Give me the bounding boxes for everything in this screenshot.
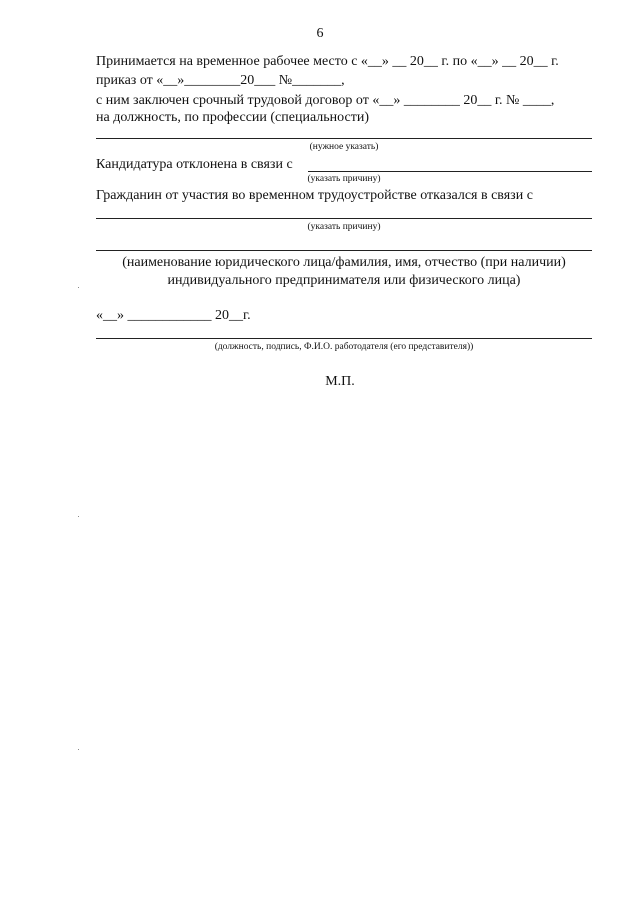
position-rule xyxy=(96,138,592,139)
rejected-rule xyxy=(308,171,592,172)
temp-place-line: Принимается на временное рабочее место с «__» __ 20__ г. по «__» __ 20__ г. xyxy=(96,54,559,69)
refused-rule xyxy=(96,218,592,219)
refused-line: Гражданин от участия во временном трудоустройстве отказался в связи с xyxy=(96,188,533,203)
rejected-line: Кандидатура отклонена в связи с xyxy=(96,157,293,172)
entity-caption-1: (наименование юридического лица/фамилия, имя, отчество (при наличии) xyxy=(122,255,566,270)
seal-label: М.П. xyxy=(325,374,355,389)
reason-caption-2: (указать причину) xyxy=(307,222,381,232)
entity-rule xyxy=(96,250,592,251)
scan-speck xyxy=(78,516,79,517)
contract-line: с ним заключен срочный трудовой договор от «__» ________ 20__ г. № ____, xyxy=(96,93,555,108)
position-line: на должность, по профессии (специальности) xyxy=(96,110,369,125)
date-line: «__» ____________ 20__г. xyxy=(96,308,251,323)
signature-caption: (должность, подпись, Ф.И.О. работодателя (его представителя)) xyxy=(214,342,474,352)
entity-caption-2: индивидуального предпринимателя или физического лица) xyxy=(167,273,521,288)
reason-caption-1: (указать причину) xyxy=(307,174,381,184)
needed-caption: (нужное указать) xyxy=(309,142,379,152)
order-line: приказ от «__»________20___ №_______, xyxy=(96,73,345,88)
signature-rule xyxy=(96,338,592,339)
page-number: 6 xyxy=(316,26,324,41)
scan-speck xyxy=(78,287,79,288)
scan-speck xyxy=(78,749,79,750)
